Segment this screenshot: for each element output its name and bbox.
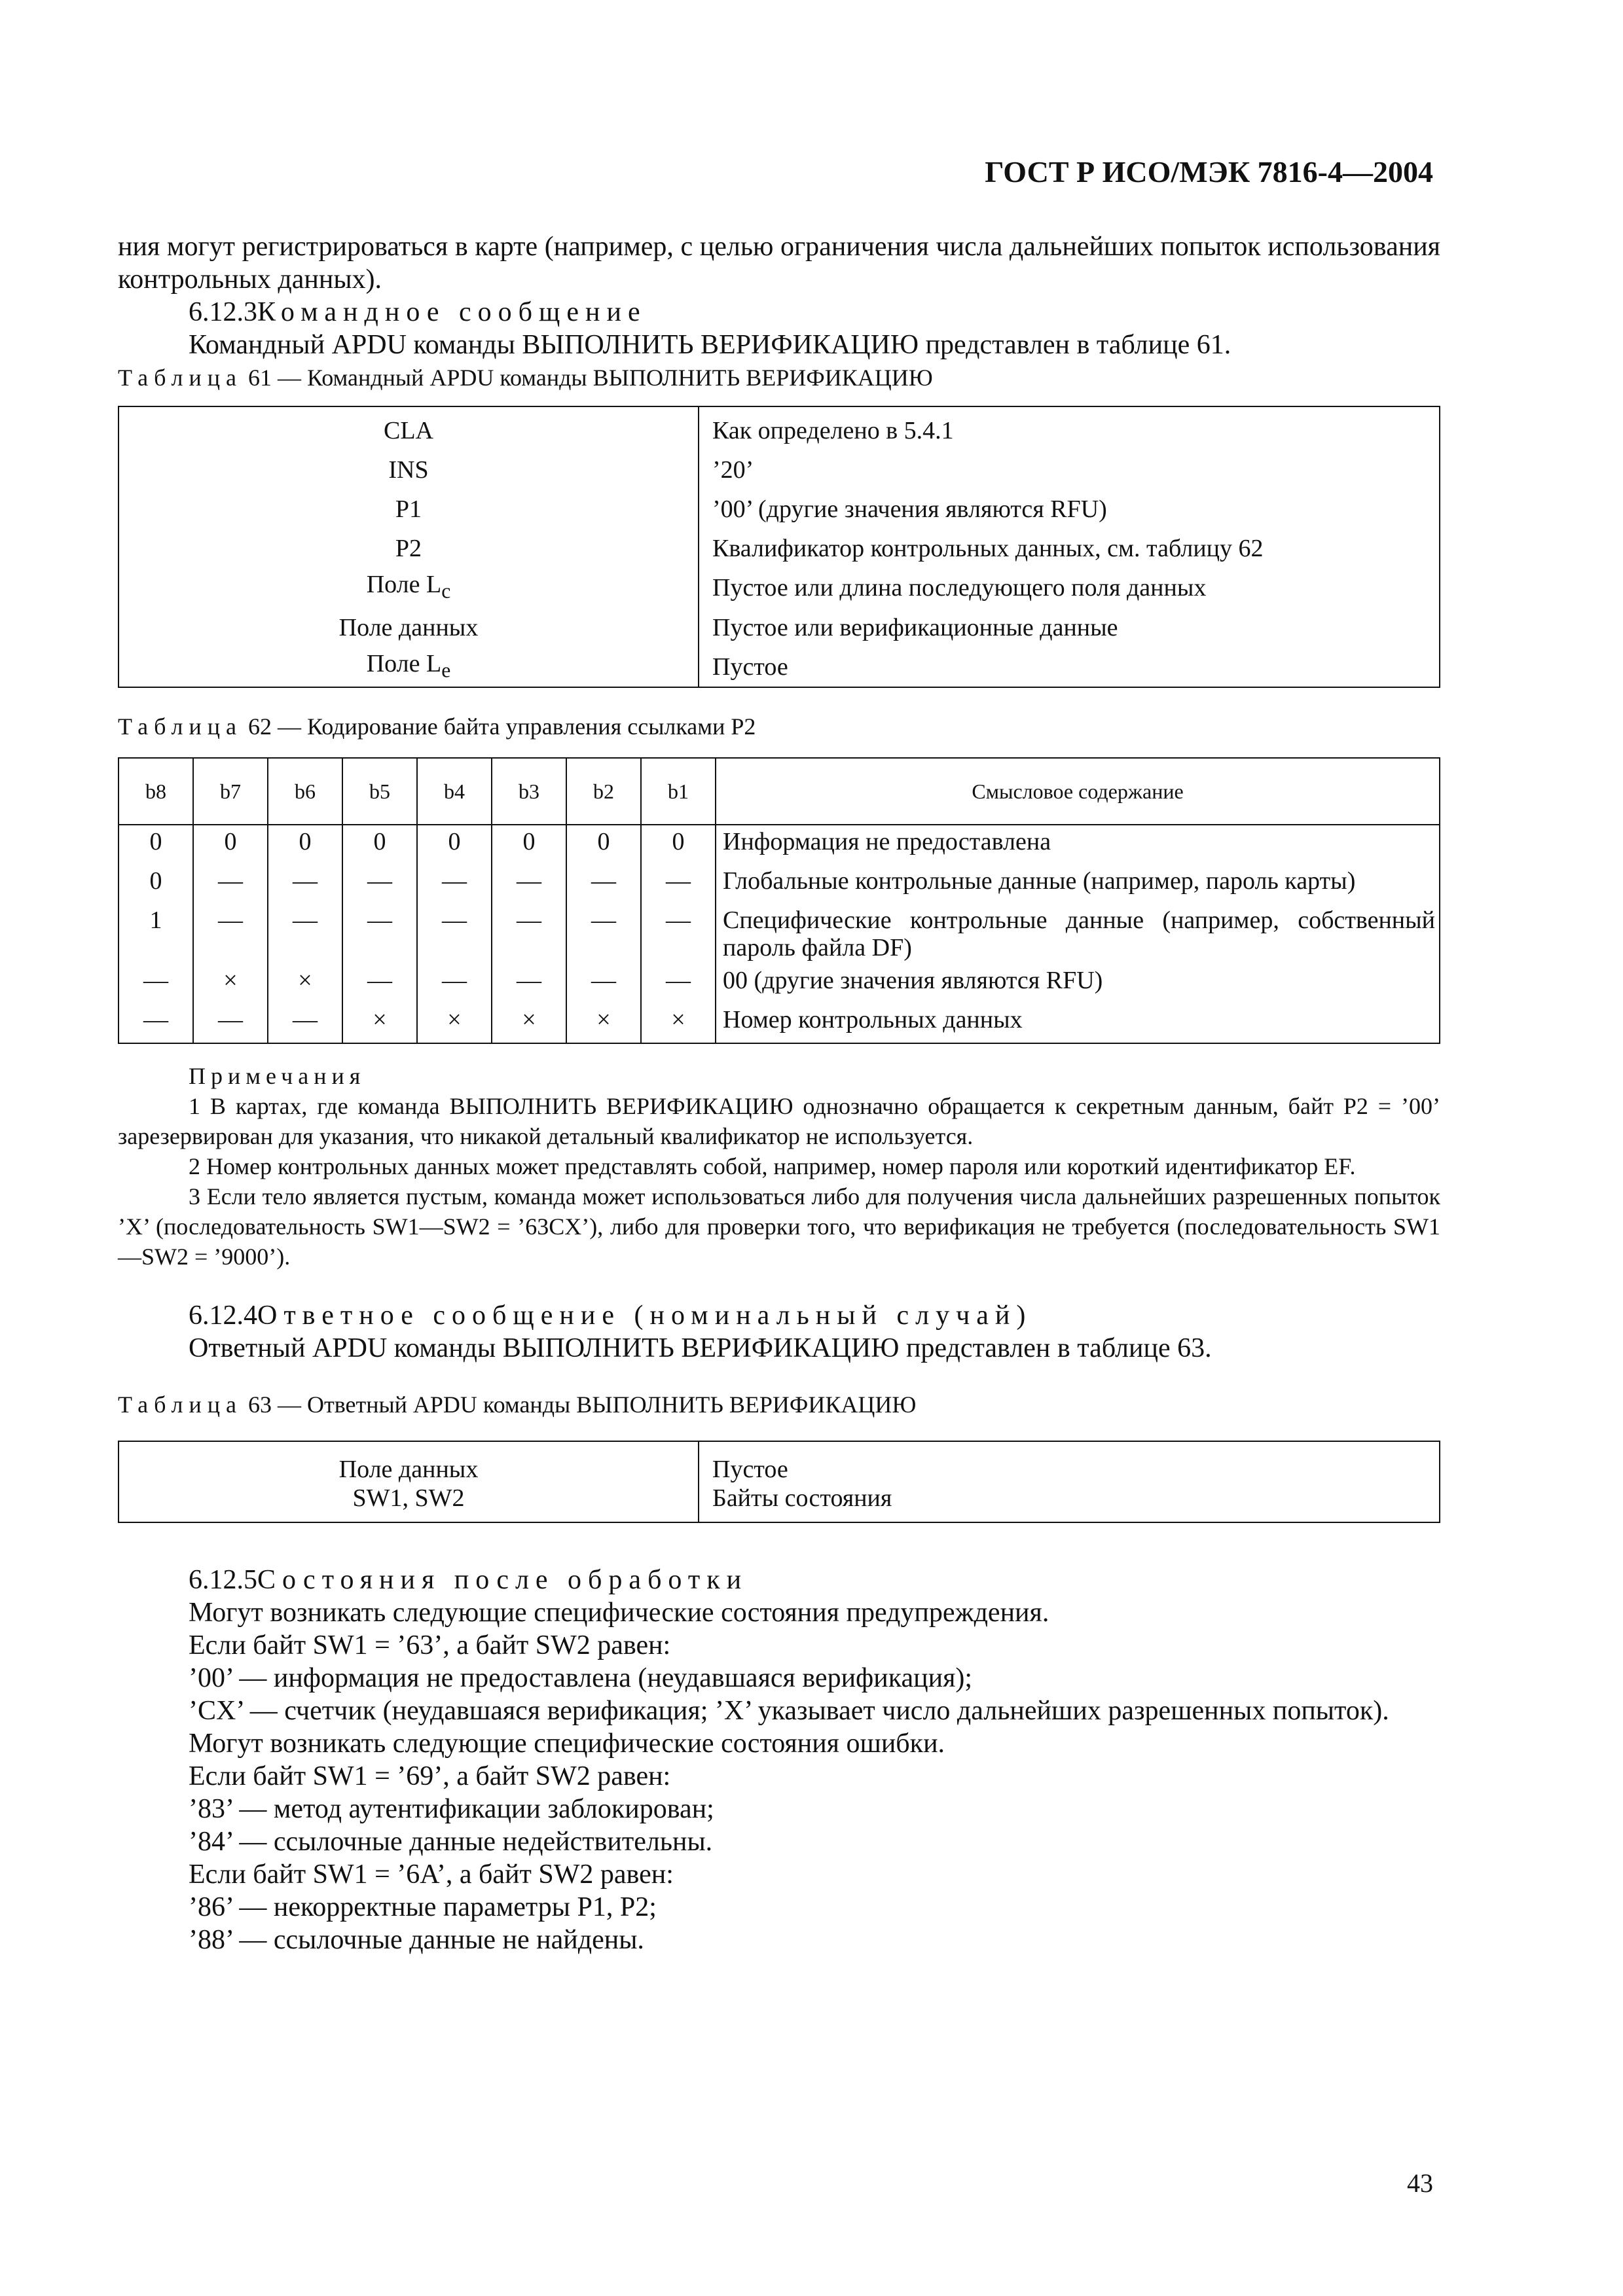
bit-cell: 0 (566, 825, 641, 865)
bit-cell: — (342, 904, 417, 964)
table-row (119, 904, 1440, 964)
table63-caption (118, 1388, 1440, 1421)
notes-block (118, 1061, 1440, 1272)
table-cell-values (699, 1441, 1440, 1522)
bit-cell: — (566, 904, 641, 964)
table62-caption (118, 710, 1440, 743)
field-subscript: c (441, 579, 451, 603)
bit-cell: × (641, 1003, 716, 1043)
bit-cell: — (492, 904, 566, 964)
field-name: P2 (395, 535, 422, 562)
bit-cell: × (268, 964, 342, 1003)
table-cell-field (119, 450, 699, 490)
bit-cell: — (417, 904, 492, 964)
bit-cell: — (641, 904, 716, 964)
meaning-cell: Номер контрольных данных (716, 1003, 1440, 1043)
text-line: ’00’ — информация не предоставлена (неудавшаяся верификация); (189, 1663, 973, 1694)
column-header: b1 (641, 758, 716, 825)
section-number: 6.12.5 (189, 1565, 257, 1596)
bit-cell: 1 (119, 904, 193, 964)
meaning-cell: Специфические контрольные данные (например, собственный пароль файла DF) (716, 904, 1440, 964)
field-subscript: e (441, 658, 451, 682)
table-row (119, 568, 1440, 608)
bit-cell: — (641, 865, 716, 904)
text-line: Могут возникать следующие специфические состояния ошибки. (189, 1729, 945, 1759)
bit-cell: 0 (641, 825, 716, 865)
page-number: 43 (1407, 2168, 1433, 2198)
section-heading-6-12-5 (118, 1564, 1440, 1596)
caption-text: 63 — Ответный APDU команды ВЫПОЛНИТЬ ВЕРИФИКАЦИЮ (247, 1391, 917, 1418)
meaning-cell: Информация не предоставлена (716, 825, 1440, 865)
table-cell-value: Квалификатор контрольных данных, см. таблицу 62 (712, 535, 1264, 562)
paragraph-table63-ref: Ответный APDU команды ВЫПОЛНИТЬ ВЕРИФИКАЦИЮ представлен в таблице 63. (189, 1333, 1212, 1364)
section-number: 6.12.3 (189, 297, 257, 327)
table-row (119, 529, 1440, 568)
bit-cell: × (417, 1003, 492, 1043)
table-cell-value: ’00’ (другие значения являются RFU) (712, 495, 1107, 523)
table-63 (118, 1441, 1440, 1523)
table-cell-value: Пустое или верификационные данные (712, 613, 1118, 641)
table-cell-value: ’20’ (712, 456, 754, 484)
column-header: b6 (268, 758, 342, 825)
bit-cell: — (119, 1003, 193, 1043)
table-row (119, 647, 1440, 688)
notes-title: Примечания (189, 1063, 366, 1090)
table-62 (118, 757, 1440, 1044)
field-name: Поле L (366, 649, 442, 677)
bit-cell: — (566, 865, 641, 904)
bit-cell: — (268, 865, 342, 904)
table-cell-value: Пустое (712, 653, 788, 681)
text-line: ’88’ — ссылочные данные не найдены. (189, 1925, 644, 1956)
bit-cell: × (342, 1003, 417, 1043)
bit-cell: × (492, 1003, 566, 1043)
bit-cell: — (417, 964, 492, 1003)
table-cell-names (119, 1441, 699, 1522)
bit-cell: 0 (119, 825, 193, 865)
meaning-cell: Глобальные контрольные данные (например, пароль карты) (716, 865, 1440, 904)
table-row (119, 490, 1440, 529)
column-header: b2 (566, 758, 641, 825)
bit-cell: — (193, 865, 268, 904)
bit-cell: — (193, 904, 268, 964)
table-row (119, 608, 1440, 647)
table-cell-field (119, 647, 699, 688)
bit-cell: — (417, 865, 492, 904)
bit-cell: 0 (268, 825, 342, 865)
table-cell-field (119, 529, 699, 568)
table-row (119, 1441, 1440, 1522)
paragraph-table61-ref: Командный APDU команды ВЫПОЛНИТЬ ВЕРИФИКАЦИЮ представлен в таблице 61. (189, 330, 1231, 360)
text-line: ’CX’ — счетчик (неудавшаяся верификация; ’X’ указывает число дальнейших разрешенных попыток). (189, 1696, 1389, 1727)
bit-cell: — (268, 1003, 342, 1043)
page-content (118, 230, 1440, 1956)
meaning-cell: 00 (другие значения являются RFU) (716, 964, 1440, 1003)
note-item: 2 Номер контрольных данных может представлять собой, например, номер пароля или короткий идентификатор EF. (189, 1153, 1356, 1180)
table-cell-field (119, 490, 699, 529)
column-header: b4 (417, 758, 492, 825)
text-line: ’84’ — ссылочные данные недействительны. (189, 1827, 713, 1857)
caption-label: Таблица (118, 713, 242, 740)
table-61 (118, 406, 1440, 688)
section-title: Состояния после обработки (257, 1565, 748, 1596)
column-header: b3 (492, 758, 566, 825)
table-cell-value: Как определено в 5.4.1 (712, 417, 954, 444)
bit-cell: — (342, 964, 417, 1003)
bit-cell: — (492, 964, 566, 1003)
bit-cell: — (119, 964, 193, 1003)
field-name: P1 (395, 495, 422, 523)
document-header: ГОСТ Р ИСО/МЭК 7816-4—2004 (985, 155, 1433, 188)
table-cell-field (119, 608, 699, 647)
bit-cell: × (566, 1003, 641, 1043)
table-cell-field (119, 568, 699, 608)
note-item: 3 Если тело является пустым, команда может использоваться либо для получения числа дальнейших разрешенных попыток ’X’ (последовательность SW1—SW2 = ’63CX’), либо для проверки того, что верификация не требуется (последовательность SW1—SW2 = ’9000’). (118, 1183, 1440, 1270)
text-line: ’86’ — некорректные параметры P1, P2; (189, 1892, 657, 1923)
bit-cell: — (492, 865, 566, 904)
text-line: ’83’ — метод аутентификации заблокирован; (189, 1794, 714, 1825)
section-title: Ответное сообщение (номинальный случай) (257, 1300, 1032, 1331)
bit-cell: — (641, 964, 716, 1003)
bit-cell: × (193, 964, 268, 1003)
section-title: Командное сообщение (257, 297, 647, 327)
table-row (119, 1003, 1440, 1043)
table61-caption (118, 361, 1440, 394)
bit-cell: — (566, 964, 641, 1003)
cell-text: Поле данных (338, 1456, 479, 1484)
column-header: b5 (342, 758, 417, 825)
column-header: b7 (193, 758, 268, 825)
paragraph-intro: ния могут регистрироваться в карте (например, с целью ограничения числа дальнейших попыток использования контрольных данных). (118, 232, 1440, 295)
table-row (119, 406, 1440, 450)
bit-cell: 0 (492, 825, 566, 865)
note-item: 1 В картах, где команда ВЫПОЛНИТЬ ВЕРИФИКАЦИЮ однозначно обращается к секретным данным, байт P2 = ’00’ зарезервирован для указания, что никакой детальный квалификатор не используется. (118, 1093, 1440, 1150)
bit-cell: — (342, 865, 417, 904)
caption-text: 61 — Командный APDU команды ВЫПОЛНИТЬ ВЕРИФИКАЦИЮ (247, 365, 933, 391)
text-line: Могут возникать следующие специфические состояния предупреждения. (189, 1598, 1049, 1628)
column-header: Смысловое содержание (716, 758, 1440, 825)
bit-cell: 0 (193, 825, 268, 865)
caption-text: 62 — Кодирование байта управления ссылками P2 (247, 713, 756, 740)
section-number: 6.12.4 (189, 1300, 257, 1331)
table-row (119, 865, 1440, 904)
bit-cell: 0 (417, 825, 492, 865)
section-heading-6-12-4 (118, 1299, 1440, 1332)
bit-cell: 0 (119, 865, 193, 904)
table-row (119, 450, 1440, 490)
text-line: Если байт SW1 = ’69’, а байт SW2 равен: (189, 1761, 671, 1792)
caption-label: Таблица (118, 365, 242, 391)
text-line: Если байт SW1 = ’63’, а байт SW2 равен: (189, 1630, 671, 1661)
table-cell-value: Пустое или длина последующего поля данных (712, 574, 1207, 602)
field-name: CLA (384, 417, 433, 444)
table-row (119, 825, 1440, 865)
field-name: Поле данных (338, 613, 479, 641)
caption-label: Таблица (118, 1391, 242, 1418)
text-line: Если байт SW1 = ’6A’, а байт SW2 равен: (189, 1859, 674, 1890)
section-heading-6-12-3 (118, 296, 1440, 329)
cell-text: Пустое (712, 1456, 788, 1484)
field-name: Поле L (366, 571, 442, 598)
bit-cell: 0 (342, 825, 417, 865)
table-row (119, 964, 1440, 1003)
cell-text: SW1, SW2 (352, 1484, 465, 1513)
column-header: b8 (119, 758, 193, 825)
bit-cell: — (193, 1003, 268, 1043)
bit-cell: — (268, 904, 342, 964)
field-name: INS (388, 456, 429, 484)
cell-text: Байты состояния (712, 1484, 892, 1513)
table-cell-field (119, 406, 699, 450)
